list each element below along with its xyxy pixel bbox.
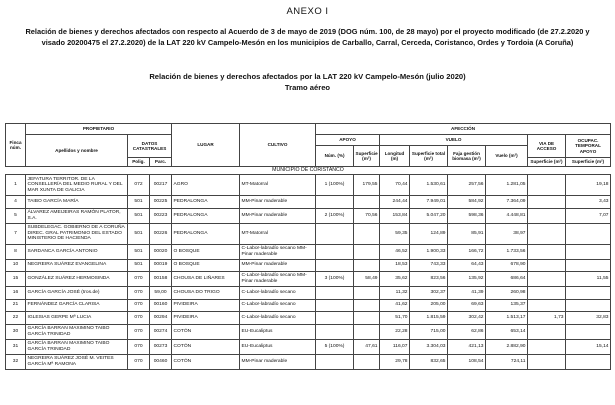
cell-ot: 19,18: [566, 175, 611, 196]
col-finca: Finca núm.: [6, 124, 26, 167]
cell-va: [528, 223, 566, 244]
cell-apoyo: 5 (100%): [316, 339, 354, 354]
col-group-ocupac: OCUPAC. TEMPORAL APOYO: [566, 135, 611, 158]
cell-sup: [354, 244, 380, 259]
col-group-afeccion: AFECCIÓN: [316, 124, 611, 135]
cell-ot: 3,43: [566, 196, 611, 209]
cell-cultivo: EU-Eucaliptus: [240, 339, 316, 354]
cell-va: [528, 259, 566, 272]
cell-long: 59,35: [380, 223, 410, 244]
cell-long: 70,44: [380, 175, 410, 196]
cell-vuelo: 260,98: [486, 287, 528, 300]
cell-va: [528, 354, 566, 369]
cell-vuelo: 135,37: [486, 299, 528, 312]
cell-apoyo: 3 (100%): [316, 272, 354, 287]
cell-par: 00020: [150, 244, 172, 259]
cell-stot: 743,33: [410, 259, 448, 272]
cell-cultivo: MT-Matorral: [240, 223, 316, 244]
cell-pol: 501: [128, 223, 150, 244]
cell-vuelo: 724,11: [486, 354, 528, 369]
cell-stot: 715,00: [410, 324, 448, 339]
cell-prop: GARCÍA BARRAN MAXIMINO TAIBO GARCÍA TRINIDAD: [26, 339, 128, 354]
cell-vuelo: 686,64: [486, 272, 528, 287]
cell-vuelo: 2.882,90: [486, 339, 528, 354]
cell-lugar: COTÓN: [172, 354, 240, 369]
cell-apoyo: [316, 312, 354, 325]
cell-ot: [566, 354, 611, 369]
cell-ot: 11,55: [566, 272, 611, 287]
cell-prop: SUBDELEGAC. GOBIERNO DE A CORUÑA DIREC. GRAL PATRIMONIO DEL ESTADO MINISTERIO DE HACIENDA: [26, 223, 128, 244]
cell-apoyo: [316, 196, 354, 209]
cell-faja: 598,36: [448, 208, 486, 223]
cell-apoyo: [316, 244, 354, 259]
cell-va: [528, 208, 566, 223]
cell-finca: 15: [6, 272, 26, 287]
cell-faja: 584,92: [448, 196, 486, 209]
cell-long: 116,07: [380, 339, 410, 354]
table-row: [6, 208, 611, 223]
cell-long: 51,70: [380, 312, 410, 325]
cell-prop: SARDANCA GARCÍA ANTONIO: [26, 244, 128, 259]
cell-pol: 070: [128, 324, 150, 339]
cell-finca: 7: [6, 223, 26, 244]
cell-lugar: CHOUSA DO TRIGO: [172, 287, 240, 300]
cell-vuelo: 1.513,17: [486, 312, 528, 325]
cell-cultivo: MM-Pinar maderable: [240, 354, 316, 369]
cell-lugar: PEDRALONGA: [172, 208, 240, 223]
col-parc: Parc.: [150, 158, 172, 167]
cell-long: 244,44: [380, 196, 410, 209]
cell-pol: 501: [128, 208, 150, 223]
cell-faja: 135,92: [448, 272, 486, 287]
cell-stot: 1.530,61: [410, 175, 448, 196]
cell-sup: [354, 259, 380, 272]
cell-faja: 257,56: [448, 175, 486, 196]
col-group-vuelo: VUELO: [380, 135, 528, 146]
document-subtitle: [40, 72, 575, 93]
cell-pol: 501: [128, 259, 150, 272]
col-sup-total: Superficie total (m²): [410, 146, 448, 167]
cell-ot: [566, 259, 611, 272]
table-row: [6, 259, 611, 272]
cell-faja: 64,43: [448, 259, 486, 272]
cell-lugar: PEDRALONGA: [172, 196, 240, 209]
cell-par: 00223: [150, 208, 172, 223]
cell-va: 1,73: [528, 312, 566, 325]
subtitle-line: Relación de bienes y derechos afectados por la LAT 220 kV Campelo-Mesón (julio 2020): [149, 72, 466, 81]
cell-vuelo: 38,97: [486, 223, 528, 244]
table-row: [6, 196, 611, 209]
cell-finca: 5: [6, 208, 26, 223]
cell-finca: 32: [6, 354, 26, 369]
cell-finca: 21: [6, 299, 26, 312]
cell-cultivo: MT-Matorral: [240, 175, 316, 196]
cell-faja: 108,54: [448, 354, 486, 369]
cell-lugar: PEDRALONGA: [172, 223, 240, 244]
table-row: [6, 287, 611, 300]
col-group-propietario: PROPIETARIO: [26, 124, 172, 135]
cell-stot: 205,00: [410, 299, 448, 312]
cell-lugar: O BOSQUE: [172, 259, 240, 272]
col-lugar: LUGAR: [172, 124, 240, 167]
cell-apoyo: [316, 324, 354, 339]
cell-stot: 124,89: [410, 223, 448, 244]
cell-finca: 22: [6, 312, 26, 325]
col-apoyo-num: Núm. (%): [316, 146, 354, 167]
cell-sup: [354, 324, 380, 339]
cell-va: [528, 244, 566, 259]
affected-properties-table: [5, 123, 611, 370]
cell-lugar: COTÓN: [172, 324, 240, 339]
cell-apoyo: [316, 354, 354, 369]
annex-title: ANEXO I: [286, 6, 329, 17]
col-longitud: Longitud (m): [380, 146, 410, 167]
cell-prop: JEFATURA TERRITOR. DE LA CONSELLERÍA DEL MEDIO RURAL Y DEL MAR XUNTA DE GALICIA: [26, 175, 128, 196]
table-row: [6, 312, 611, 325]
cell-faja: 69,63: [448, 299, 486, 312]
cell-long: 18,53: [380, 259, 410, 272]
cell-sup: 58,49: [354, 272, 380, 287]
cell-long: 41,62: [380, 299, 410, 312]
cell-vuelo: 7.364,09: [486, 196, 528, 209]
cell-apoyo: [316, 299, 354, 312]
table-row: [6, 223, 611, 244]
cell-finca: 31: [6, 339, 26, 354]
cell-sup: [354, 223, 380, 244]
cell-ot: [566, 244, 611, 259]
cell-long: 153,84: [380, 208, 410, 223]
col-group-apoyo: APOYO: [316, 135, 380, 146]
cell-long: 35,62: [380, 272, 410, 287]
cell-faja: 166,72: [448, 244, 486, 259]
cell-faja: 421,13: [448, 339, 486, 354]
cell-faja: 62,86: [448, 324, 486, 339]
cell-stot: 1.815,59: [410, 312, 448, 325]
cell-cultivo: MM-Pinar maderable: [240, 196, 316, 209]
cell-stot: 302,37: [410, 287, 448, 300]
cell-long: 11,32: [380, 287, 410, 300]
cell-apoyo: 2 (100%): [316, 208, 354, 223]
cell-finca: 10: [6, 259, 26, 272]
cell-vuelo: 1.733,56: [486, 244, 528, 259]
cell-apoyo: 1 (100%): [316, 175, 354, 196]
col-via-sup: Superficie (m²): [528, 158, 566, 167]
cell-cultivo: C-Labor-labradío secano: [240, 287, 316, 300]
cell-finca: 30: [6, 324, 26, 339]
cell-sup: 179,55: [354, 175, 380, 196]
cell-sup: [354, 287, 380, 300]
col-polig: Polig.: [128, 158, 150, 167]
section-label: Tramo aéreo: [284, 82, 331, 92]
cell-faja: 41,39: [448, 287, 486, 300]
cell-par: 00225: [150, 196, 172, 209]
cell-pol: 072: [128, 175, 150, 196]
col-vuelo-m2: Vuelo (m²): [486, 146, 528, 167]
cell-par: 00019: [150, 259, 172, 272]
col-cultivo: CULTIVO: [240, 124, 316, 167]
cell-pol: 070: [128, 287, 150, 300]
cell-par: 00217: [150, 175, 172, 196]
cell-finca: 8: [6, 244, 26, 259]
municipality-row: MUNICIPIO DE CORISTANCO: [6, 167, 611, 175]
cell-cultivo: EU-Eucaliptus: [240, 324, 316, 339]
cell-stot: 823,56: [410, 272, 448, 287]
cell-prop: IGLESIAS GERPE Mª LUCIA: [26, 312, 128, 325]
cell-stot: 1.900,33: [410, 244, 448, 259]
cell-stot: 7.949,01: [410, 196, 448, 209]
cell-cultivo: C-Labor-labradío secano MM-Pinar maderable: [240, 244, 316, 259]
cell-sup: [354, 196, 380, 209]
cell-lugar: CHOUSA DE LIÑARES: [172, 272, 240, 287]
cell-faja: 302,42: [448, 312, 486, 325]
cell-stot: 3.304,03: [410, 339, 448, 354]
cell-ot: [566, 299, 611, 312]
cell-pol: 070: [128, 312, 150, 325]
table-row: [6, 175, 611, 196]
cell-prop: NEGREIRA SUÁREZ EVANGELINA: [26, 259, 128, 272]
cell-ot: 7,07: [566, 208, 611, 223]
cell-prop: GARCÍA BARRAN MAXIMINO TAIBO GARCÍA TRINIDAD: [26, 324, 128, 339]
cell-par: 00226: [150, 223, 172, 244]
cell-apoyo: [316, 259, 354, 272]
cell-par: 00274: [150, 324, 172, 339]
cell-prop: FERNÁNDEZ GARCÍA CLARISA: [26, 299, 128, 312]
cell-va: [528, 339, 566, 354]
cell-lugar: COTÓN: [172, 339, 240, 354]
col-group-via: VIA DE ACCESO: [528, 135, 566, 158]
cell-faja: 85,91: [448, 223, 486, 244]
table-row: [6, 324, 611, 339]
cell-apoyo: [316, 223, 354, 244]
cell-cultivo: MM-Pinar maderable: [240, 208, 316, 223]
cell-va: [528, 272, 566, 287]
table-row: [6, 354, 611, 369]
col-ocupac-sup: Superficie (m²): [566, 158, 611, 167]
cell-par: 00160: [150, 299, 172, 312]
cell-vuelo: 678,90: [486, 259, 528, 272]
cell-sup: [354, 299, 380, 312]
cell-pol: 501: [128, 244, 150, 259]
cell-prop: GARCÍA GARCÍA JOSÉ (tros.de): [26, 287, 128, 300]
cell-ot: 32,83: [566, 312, 611, 325]
cell-apoyo: [316, 287, 354, 300]
cell-va: [528, 175, 566, 196]
cell-pol: 501: [128, 196, 150, 209]
cell-stot: 832,65: [410, 354, 448, 369]
cell-cultivo: C-Labor-labradío secano MM-Pinar maderable: [240, 272, 316, 287]
cell-vuelo: 653,14: [486, 324, 528, 339]
col-group-datos: DATOS CATASTRALES: [128, 135, 172, 158]
cell-lugar: PIVIDEIRA: [172, 312, 240, 325]
cell-sup: 47,61: [354, 339, 380, 354]
cell-long: 22,28: [380, 324, 410, 339]
col-faja: Faja gestión biomasa (m²): [448, 146, 486, 167]
table-row: [6, 272, 611, 287]
cell-ot: [566, 324, 611, 339]
intro-paragraph: Relación de bienes y derechos afectados con respecto al Acuerdo de 3 de mayo de 2019 (DOG núm. 100, de 28 mayo) por el proyecto modificado (de 27.2.2020 y visado 20200475 el 27.2.2020) de la LAT 220 kV Campelo-Mesón en los municipios de Carballo, Carral, Cerceda, Coristanco, Ordes y Tordoia (A Coruña): [25, 27, 590, 47]
cell-lugar: PIVIDEIRA: [172, 299, 240, 312]
cell-lugar: O BOSQUE: [172, 244, 240, 259]
cell-vuelo: 4.448,81: [486, 208, 528, 223]
cell-stot: 5.047,20: [410, 208, 448, 223]
cell-ot: [566, 223, 611, 244]
cell-finca: 1: [6, 175, 26, 196]
cell-par: 00294: [150, 312, 172, 325]
cell-sup: 70,56: [354, 208, 380, 223]
cell-cultivo: MM-Pinar maderable: [240, 259, 316, 272]
cell-ot: 15,14: [566, 339, 611, 354]
cell-prop: TAIBO GARCÍA MARÍA: [26, 196, 128, 209]
col-apellidos: Apellidos y nombre: [26, 135, 128, 167]
cell-va: [528, 324, 566, 339]
cell-par: 00460: [150, 354, 172, 369]
cell-ot: [566, 287, 611, 300]
cell-long: 29,78: [380, 354, 410, 369]
cell-par: 59,00: [150, 287, 172, 300]
cell-prop: ÁLVAREZ AMEIJEIRAS RAMÓN PLATOR, S.A.: [26, 208, 128, 223]
table-row: [6, 244, 611, 259]
table-row: [6, 339, 611, 354]
cell-par: 00158: [150, 272, 172, 287]
cell-finca: 16: [6, 287, 26, 300]
cell-sup: [354, 312, 380, 325]
cell-va: [528, 196, 566, 209]
cell-vuelo: 1.281,05: [486, 175, 528, 196]
cell-pol: 070: [128, 299, 150, 312]
cell-va: [528, 287, 566, 300]
table-row: [6, 299, 611, 312]
cell-par: 00273: [150, 339, 172, 354]
cell-prop: GONZÁLEZ SUÁREZ HERMOSINDA: [26, 272, 128, 287]
cell-long: 46,52: [380, 244, 410, 259]
cell-lugar: AGRO: [172, 175, 240, 196]
cell-prop: NEGREIRA SUÁREZ JOSÉ M. VEITES GARCÍA Mª RAMONA: [26, 354, 128, 369]
cell-cultivo: C-Labor-labradío secano: [240, 299, 316, 312]
cell-cultivo: C-Labor-labradío secano: [240, 312, 316, 325]
cell-pol: 070: [128, 272, 150, 287]
col-apoyo-sup: Superficie (m²): [354, 146, 380, 167]
cell-va: [528, 299, 566, 312]
cell-sup: [354, 354, 380, 369]
cell-pol: 070: [128, 354, 150, 369]
cell-pol: 070: [128, 339, 150, 354]
cell-finca: 4: [6, 196, 26, 209]
